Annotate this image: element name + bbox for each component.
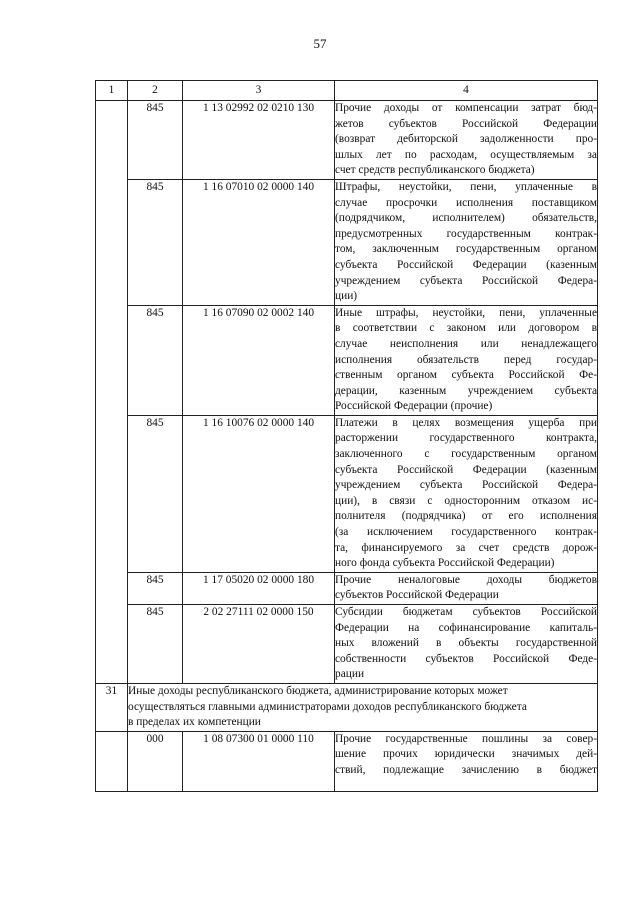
group-row — [96, 683, 598, 731]
name-line: Платежи в целях возмещения ущерба при — [335, 416, 597, 429]
name-line: Федерации на софинансирование капиталь- — [335, 621, 597, 634]
revenue-codes-table — [95, 80, 598, 792]
revenue-name — [335, 572, 598, 604]
name-line: (возврат дебиторской задолженности про- — [335, 133, 597, 146]
name-line: (подрядчиком, исполнителем) обязательств, — [335, 212, 597, 225]
merged-number-cell — [96, 101, 128, 684]
header-col-1: 1 — [96, 81, 128, 101]
table-row — [96, 305, 598, 415]
name-line: том, заключенным государственным органом — [335, 243, 597, 256]
name-line: шлых лет по расходам, осуществляемым за — [335, 148, 597, 161]
admin-code: 845 — [128, 415, 183, 572]
name-line: полнителя (подрядчика) от его исполнения — [335, 510, 597, 523]
revenue-name — [335, 101, 598, 180]
page-number: 57 — [313, 36, 327, 51]
name-line: исполнения обязательств перед государ- — [335, 353, 597, 366]
revenue-code: 1 16 10076 02 0000 140 — [183, 415, 335, 572]
table-row — [96, 415, 598, 572]
admin-code: 845 — [128, 572, 183, 604]
revenue-name — [335, 305, 598, 415]
name-line: жетов субъектов Российской Федерации — [335, 117, 597, 130]
admin-code: 845 — [128, 179, 183, 305]
name-line: субъекта Российской Федерации (казенным — [335, 258, 597, 271]
group-title — [128, 683, 598, 731]
name-line: расторжении государственного контракта, — [335, 432, 597, 445]
revenue-name — [335, 605, 598, 684]
name-line: Субсидии бюджетам субъектов Российской — [335, 606, 597, 618]
group-number: 31 — [96, 683, 128, 731]
name-line: (за исключением государственного контрак- — [335, 526, 597, 539]
name-line: Российской Федерации (прочие) — [335, 400, 493, 413]
name-line: Прочие неналоговые доходы бюджетов — [335, 573, 597, 586]
revenue-name — [335, 731, 598, 791]
name-line: случае неисполнения или ненадлежащего — [335, 337, 597, 350]
admin-code: 845 — [128, 605, 183, 684]
name-line: случае просрочки исполнения поставщиком — [335, 196, 597, 209]
table-row — [96, 605, 598, 684]
group-title-line: Иные доходы республиканского бюджета, администрирование которых может — [128, 684, 508, 697]
revenue-code: 1 16 07010 02 0000 140 — [183, 179, 335, 305]
revenue-code: 2 02 27111 02 0000 150 — [183, 605, 335, 684]
name-line: предусмотренных государственным контрак- — [335, 227, 597, 240]
name-line: Прочие государственные пошлины за совер- — [335, 732, 597, 745]
revenue-code: 1 08 07300 01 0000 110 — [183, 731, 335, 791]
empty-number-cell — [96, 731, 128, 791]
table-row — [96, 101, 598, 180]
table-row — [96, 179, 598, 305]
name-line: ствий, подлежащие зачислению в бюджет — [335, 763, 597, 776]
name-line: субъектов Российской Федерации — [335, 589, 499, 602]
name-line: субъекта Российской Федерации (казенным — [335, 463, 597, 476]
name-line: рации — [335, 668, 365, 681]
name-line: ных вложений в объекты государственной — [335, 637, 597, 650]
admin-code: 845 — [128, 305, 183, 415]
name-line: учреждением субъекта Российской Федера- — [335, 479, 597, 492]
name-line: заключенного с государственным органом — [335, 448, 597, 461]
admin-code: 000 — [128, 731, 183, 791]
admin-code: 845 — [128, 101, 183, 180]
name-line: собственности субъектов Российской Феде- — [335, 652, 597, 665]
header-col-4: 4 — [335, 81, 598, 101]
name-line: ственным органом субъекта Российской Фе- — [335, 369, 597, 382]
name-line: счет средств республиканского бюджета) — [335, 164, 535, 177]
table-row — [96, 731, 598, 791]
name-line: та, финансируемого за счет средств дорож- — [335, 541, 597, 554]
name-line: ции), в связи с односторонним отказом ис- — [335, 494, 597, 507]
header-col-3: 3 — [183, 81, 335, 101]
table-row — [96, 572, 598, 604]
revenue-code: 1 16 07090 02 0002 140 — [183, 305, 335, 415]
revenue-code: 1 13 02992 02 0210 130 — [183, 101, 335, 180]
table-header-row — [96, 81, 598, 101]
name-line: Прочие доходы от компенсации затрат бюд- — [335, 102, 597, 114]
revenue-code: 1 17 05020 02 0000 180 — [183, 572, 335, 604]
header-col-2: 2 — [128, 81, 183, 101]
name-line: ции) — [335, 290, 358, 303]
name-line: учреждением субъекта Российской Федера- — [335, 274, 597, 287]
name-line: Иные штрафы, неустойки, пени, уплаченные — [335, 306, 597, 319]
group-title-line: осуществляться главными администраторами доходов республиканского бюджета — [128, 700, 527, 713]
revenue-name — [335, 179, 598, 305]
name-line: шение прочих юридически значимых дей- — [335, 748, 597, 761]
name-line: дерации, казенным учреждением субъекта — [335, 384, 597, 397]
group-title-line: в пределах их компетенции — [128, 716, 261, 729]
name-line: ного фонда субъекта Российской Федерации) — [335, 557, 555, 570]
name-line: в соответствии с законом или договором в — [335, 322, 597, 335]
name-line: Штрафы, неустойки, пени, уплаченные в — [335, 180, 597, 193]
revenue-name — [335, 415, 598, 572]
